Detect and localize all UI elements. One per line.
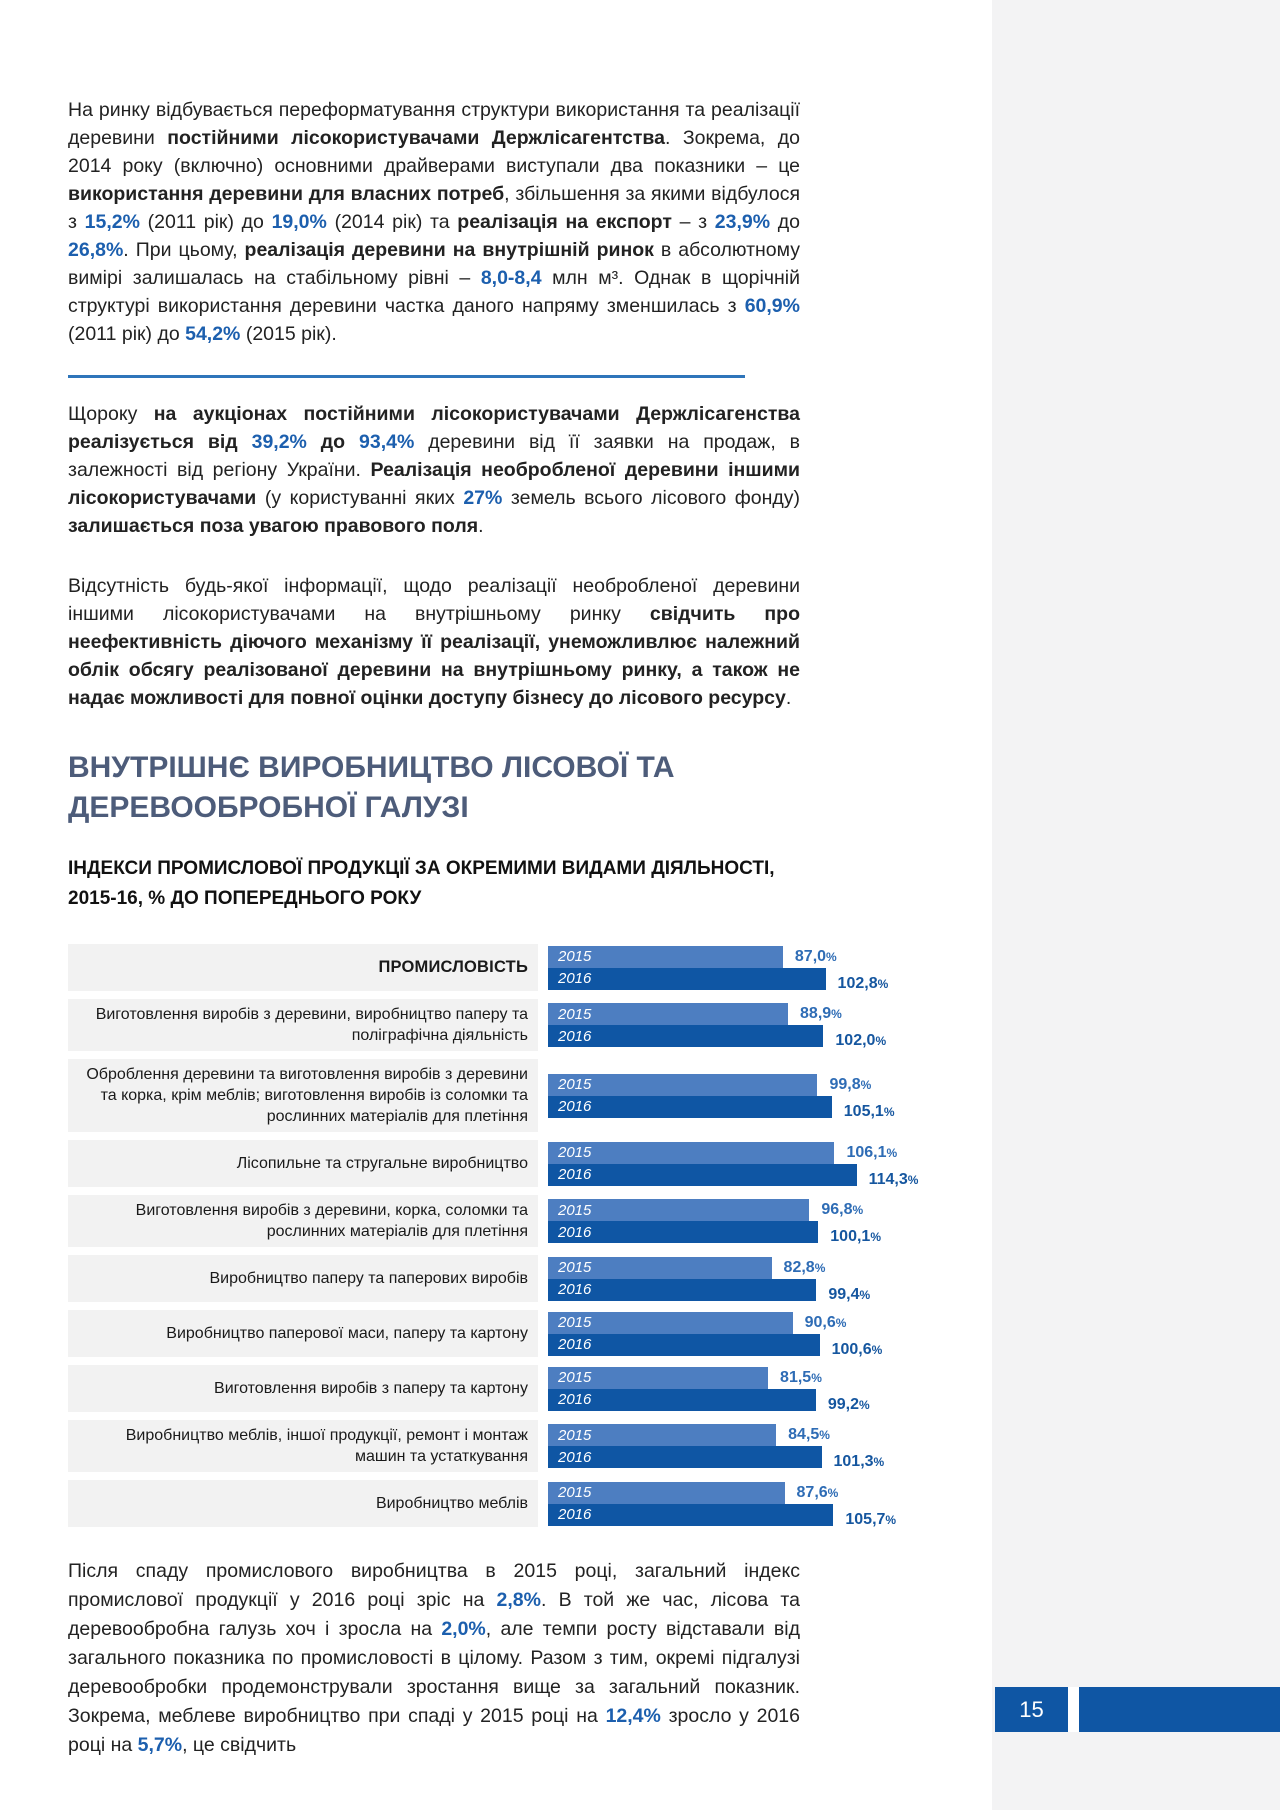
- bar-line-2016: [548, 968, 968, 990]
- bar-line-2015: [548, 1074, 968, 1096]
- bar-year-label: 2015: [558, 1314, 592, 1331]
- bar-line-2015: [548, 1142, 968, 1164]
- bar-value-label: 87,6%: [796, 1483, 839, 1501]
- chart-category-label: Виробництво меблів: [68, 1480, 538, 1527]
- chart-row: [68, 999, 968, 1051]
- bar-line-2015: [548, 946, 968, 968]
- bar-2016: [548, 1446, 822, 1468]
- chart-category-label: ПРОМИСЛОВІСТЬ: [68, 944, 538, 991]
- bar-line-2016: [548, 1025, 968, 1047]
- bar-year-label: 2016: [558, 1391, 592, 1408]
- bar-2016: [548, 1334, 820, 1356]
- chart-category-label: Виготовлення виробів з деревини, виробництво паперу та поліграфічна діяльність: [68, 999, 538, 1051]
- bar-value-label: 105,7%: [845, 1510, 897, 1528]
- bar-line-2015: [548, 1003, 968, 1025]
- bar-year-label: 2016: [558, 1223, 592, 1241]
- bar-value-label: 105,1%: [843, 1102, 895, 1120]
- bar-2015: [548, 1312, 793, 1334]
- bar-value-label: 106,1%: [846, 1143, 898, 1161]
- bar-year-label: 2015: [558, 1259, 592, 1276]
- bar-2015: [548, 1482, 785, 1504]
- bar-value-label: 82,8%: [783, 1258, 826, 1276]
- bar-value-label: 114,3%: [868, 1170, 919, 1188]
- page-number: 15: [995, 1687, 1068, 1732]
- bar-line-2016: [548, 1221, 968, 1243]
- bar-line-2016: [548, 1446, 968, 1468]
- bar-2016: [548, 1221, 818, 1243]
- industrial-production-bar-chart: [68, 944, 968, 1527]
- bar-2016: [548, 1279, 816, 1301]
- bar-2015: [548, 1367, 768, 1389]
- chart-category-label: Лісопильне та стругальне виробництво: [68, 1140, 538, 1187]
- chart-bar-pair: [548, 1003, 968, 1047]
- bar-year-label: 2015: [558, 1076, 592, 1093]
- section-heading: ВНУТРІШНЄ ВИРОБНИЦТВО ЛІСОВОЇ ТА ДЕРЕВООБРОБНОЇ ГАЛУЗІ: [68, 751, 675, 824]
- chart-row: [68, 1059, 968, 1132]
- section-divider: [68, 375, 745, 378]
- chart-bar-pair: [548, 946, 968, 990]
- bar-value-label: 99,8%: [829, 1075, 872, 1093]
- bar-line-2016: [548, 1389, 968, 1411]
- bar-value-label: 84,5%: [788, 1426, 830, 1443]
- bar-value-label: 100,6%: [831, 1340, 883, 1358]
- bar-year-label: 2015: [558, 1144, 592, 1161]
- bar-line-2015: [548, 1312, 968, 1334]
- bar-line-2015: [548, 1199, 968, 1221]
- bar-year-label: 2016: [558, 1281, 592, 1298]
- bar-2016: [548, 1504, 833, 1526]
- paragraph-industry-growth: Після спаду промислового виробництва в 2015 році, загальний індекс промислової продукції у 2016 році зріс на 2,8%. В той же час, лісова та деревообробна галузь хоч і зросла на 2,0%, але темпи росту відставали від загального показника по промисловості в цілому. Разом з тим, окремі підгалузі деревообробки продемонстрували зростання вище за загальний показник. Зокрема, меблеве виробництво при спаді у 2015 році на 12,4% зросло у 2016 році на 5,7%, це свідчить: [68, 1560, 800, 1756]
- chart-bar-pair: [548, 1199, 968, 1243]
- chart-row: [68, 1255, 968, 1302]
- bar-line-2015: [548, 1257, 968, 1279]
- bar-value-label: 96,8%: [821, 1201, 864, 1218]
- bar-line-2015: [548, 1482, 968, 1504]
- bar-value-label: 90,6%: [804, 1313, 847, 1331]
- chart-row: [68, 1140, 968, 1187]
- bar-2016: [548, 1025, 823, 1047]
- bar-2016: [548, 1389, 816, 1411]
- bar-year-label: 2015: [558, 1426, 592, 1444]
- bar-year-label: 2015: [558, 1484, 592, 1501]
- bar-line-2015: [548, 1367, 968, 1389]
- bar-value-label: 81,5%: [780, 1368, 822, 1386]
- paragraph-missing-information: Відсутність будь-якої інформації, щодо реалізації необробленої деревини іншими лісокористувачами на внутрішньому ринку свідчить про неефективність діючого механізму її реалізації, унеможливлює належний облік обсягу реалізованої деревини на внутрішньому ринку, а також не надає можливості для повної оцінки доступу бізнесу до лісового ресурсу.: [68, 575, 801, 709]
- bar-value-label: 99,2%: [827, 1395, 870, 1413]
- chart-bar-pair: [548, 1142, 968, 1186]
- chart-row: [68, 1310, 968, 1357]
- content-column: [68, 96, 919, 1760]
- bar-value-label: 88,9%: [800, 1005, 842, 1022]
- bar-line-2016: [548, 1164, 968, 1186]
- chart-category-label: Виробництво паперу та паперових виробів: [68, 1255, 538, 1302]
- paragraph-auctions: Щороку на аукціонах постійними лісокористувачами Держлісагенства реалізується від 39,2% до 93,4% деревини від її заявки на продаж, в залежності від регіону України. Реалізація необробленої деревини іншими лісокористувачами (у користуванні яких 27% земель всього лісового фонду) залишається поза увагою правового поля.: [68, 403, 801, 537]
- chart-bar-pair: [548, 1074, 968, 1118]
- bar-2015: [548, 946, 783, 968]
- bar-year-label: 2016: [558, 1506, 592, 1523]
- bar-2015: [548, 1003, 788, 1025]
- footer-accent-bar: [1079, 1687, 1280, 1732]
- bar-value-label: 87,0%: [794, 947, 837, 965]
- bar-line-2016: [548, 1096, 968, 1118]
- bar-line-2016: [548, 1279, 968, 1301]
- bar-year-label: 2016: [558, 1166, 592, 1183]
- bar-2016: [548, 1096, 832, 1118]
- bar-2016: [548, 1164, 857, 1186]
- bar-line-2016: [548, 1334, 968, 1356]
- bar-year-label: 2016: [558, 1098, 592, 1115]
- chart-row: [68, 944, 968, 991]
- bar-year-label: 2016: [558, 1448, 592, 1466]
- chart-bar-pair: [548, 1367, 968, 1411]
- bar-year-label: 2015: [558, 1005, 592, 1023]
- bar-year-label: 2016: [558, 1027, 592, 1045]
- chart-bar-pair: [548, 1424, 968, 1468]
- chart-bar-pair: [548, 1482, 968, 1526]
- chart-category-label: Виробництво меблів, іншої продукції, ремонт і монтаж машин та устаткування: [68, 1420, 538, 1472]
- chart-category-label: Виготовлення виробів з деревини, корка, соломки та рослинних матеріалів для плетіння: [68, 1195, 538, 1247]
- chart-row: [68, 1365, 968, 1412]
- chart-category-label: Виготовлення виробів з паперу та картону: [68, 1365, 538, 1412]
- bar-2015: [548, 1199, 809, 1221]
- bar-value-label: 102,0%: [835, 1032, 887, 1049]
- bar-2015: [548, 1257, 772, 1279]
- page-footer: [995, 1687, 1280, 1732]
- bar-2015: [548, 1074, 817, 1096]
- right-margin-band: [992, 0, 1280, 1810]
- bar-year-label: 2015: [558, 948, 592, 965]
- bar-value-label: 101,3%: [833, 1453, 885, 1470]
- bar-year-label: 2016: [558, 1336, 592, 1353]
- bar-line-2015: [548, 1424, 968, 1446]
- bar-value-label: 102,8%: [837, 974, 889, 992]
- bar-year-label: 2016: [558, 970, 592, 987]
- chart-category-label: Виробництво паперової маси, паперу та картону: [68, 1310, 538, 1357]
- chart-bar-pair: [548, 1257, 968, 1301]
- chart-row: [68, 1480, 968, 1527]
- chart-row: [68, 1195, 968, 1247]
- bar-value-label: 100,1%: [830, 1228, 881, 1245]
- chart-title: ІНДЕКСИ ПРОМИСЛОВОЇ ПРОДУКЦІЇ ЗА ОКРЕМИМИ ВИДАМИ ДІЯЛЬНОСТІ, 2015-16, % ДО ПОПЕРЕДНЬОГО РОКУ: [68, 858, 775, 909]
- chart-bar-pair: [548, 1312, 968, 1356]
- bar-value-label: 99,4%: [828, 1285, 871, 1303]
- bar-2016: [548, 968, 826, 990]
- paragraph-market-restructuring: На ринку відбувається переформатування структури використання та реалізації деревини постійними лісокористувачами Держлісагентства. Зокрема, до 2014 року (включно) основними драйверами виступали два показники – це використання деревини для власних потреб, збільшення за якими відбулося з 15,2% (2011 рік) до 19,0% (2014 рік) та реалізація на експорт – з 23,9% до 26,8%. При цьому, реалізація деревини на внутрішній ринок в абсолютному вимірі залишалась на стабільному рівні – 8,0-8,4 млн м³. Однак в щорічній структурі використання деревини частка даного напряму зменшилась з 60,9% (2011 рік) до 54,2% (2015 рік).: [68, 99, 801, 345]
- bar-year-label: 2015: [558, 1201, 592, 1219]
- chart-category-label: Оброблення деревини та виготовлення виробів з деревини та корка, крім меблів; виготовлення виробів із соломки та рослинних матеріалів для плетіння: [68, 1059, 538, 1132]
- bar-2015: [548, 1424, 776, 1446]
- bar-2015: [548, 1142, 834, 1164]
- bar-year-label: 2015: [558, 1369, 592, 1386]
- bar-line-2016: [548, 1504, 968, 1526]
- chart-row: [68, 1420, 968, 1472]
